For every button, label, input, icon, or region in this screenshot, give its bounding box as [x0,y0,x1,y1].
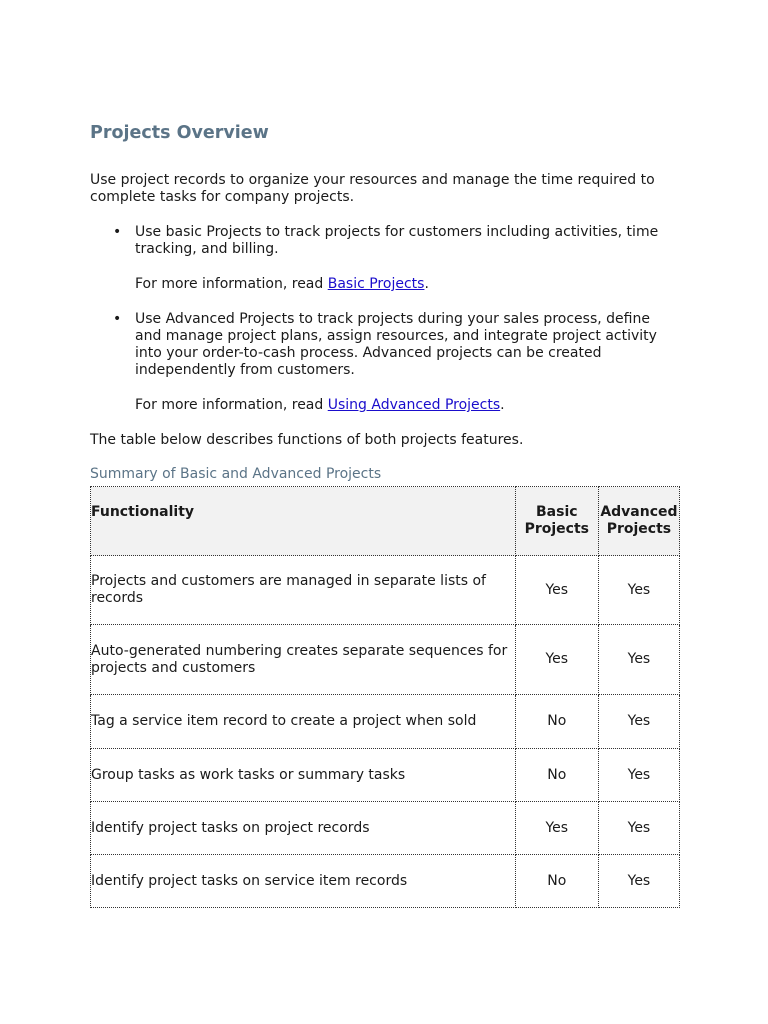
table-intro-paragraph: The table below describes functions of both projects features. [90,432,524,448]
cell-basic: No [515,695,598,749]
more-info-suffix: . [424,276,429,292]
feature-list [90,224,680,414]
table-header-row [91,487,680,556]
cell-functionality: Identify project tasks on service item records [91,855,516,908]
table-row [91,855,680,908]
projects-summary-table [90,486,680,908]
cell-advanced: Yes [598,695,679,749]
header-advanced-projects: Advanced Projects [598,487,679,556]
table-row [91,556,680,625]
cell-advanced: Yes [598,802,679,855]
bullet-icon: • [113,311,122,327]
cell-functionality: Group tasks as work tasks or summary tasks [91,749,516,802]
cell-functionality: Auto-generated numbering creates separate sequences for projects and customers [91,625,516,695]
list-item-text: Use basic Projects to track projects for customers including activities, time tracking, and billing. [135,224,659,257]
more-info-prefix: For more information, read [135,397,328,413]
more-info-line [135,276,680,293]
table-body [91,556,680,908]
cell-basic: Yes [515,556,598,625]
cell-functionality: Projects and customers are managed in separate lists of records [91,556,516,625]
table-row [91,802,680,855]
cell-advanced: Yes [598,556,679,625]
table-row [91,625,680,695]
cell-basic: No [515,749,598,802]
table-row [91,749,680,802]
document-page [90,120,680,908]
page-title: Projects Overview [90,123,269,143]
header-basic-projects: Basic Projects [515,487,598,556]
more-info-suffix: . [500,397,505,413]
more-info-line [135,397,680,414]
cell-functionality: Identify project tasks on project records [91,802,516,855]
table-caption: Summary of Basic and Advanced Projects [90,466,382,482]
intro-paragraph: Use project records to organize your resources and manage the time required to complete tasks for company projects. [90,172,655,205]
basic-projects-link[interactable]: Basic Projects [327,276,425,292]
more-info-prefix: For more information, read [135,276,328,292]
cell-advanced: Yes [598,625,679,695]
list-item-advanced-projects [113,311,680,414]
using-advanced-projects-link[interactable]: Using Advanced Projects [327,397,501,413]
cell-basic: Yes [515,802,598,855]
list-item-text: Use Advanced Projects to track projects during your sales process, define and manage project plans, assign resources, and integrate project activity into your order-to-cash process. Advanced projects can be created independently from customers. [135,311,657,378]
table-row [91,695,680,749]
cell-functionality: Tag a service item record to create a project when sold [91,695,516,749]
cell-basic: Yes [515,625,598,695]
cell-advanced: Yes [598,749,679,802]
cell-basic: No [515,855,598,908]
bullet-icon: • [113,224,122,240]
list-item-basic-projects [113,224,680,293]
header-functionality: Functionality [91,487,516,556]
cell-advanced: Yes [598,855,679,908]
